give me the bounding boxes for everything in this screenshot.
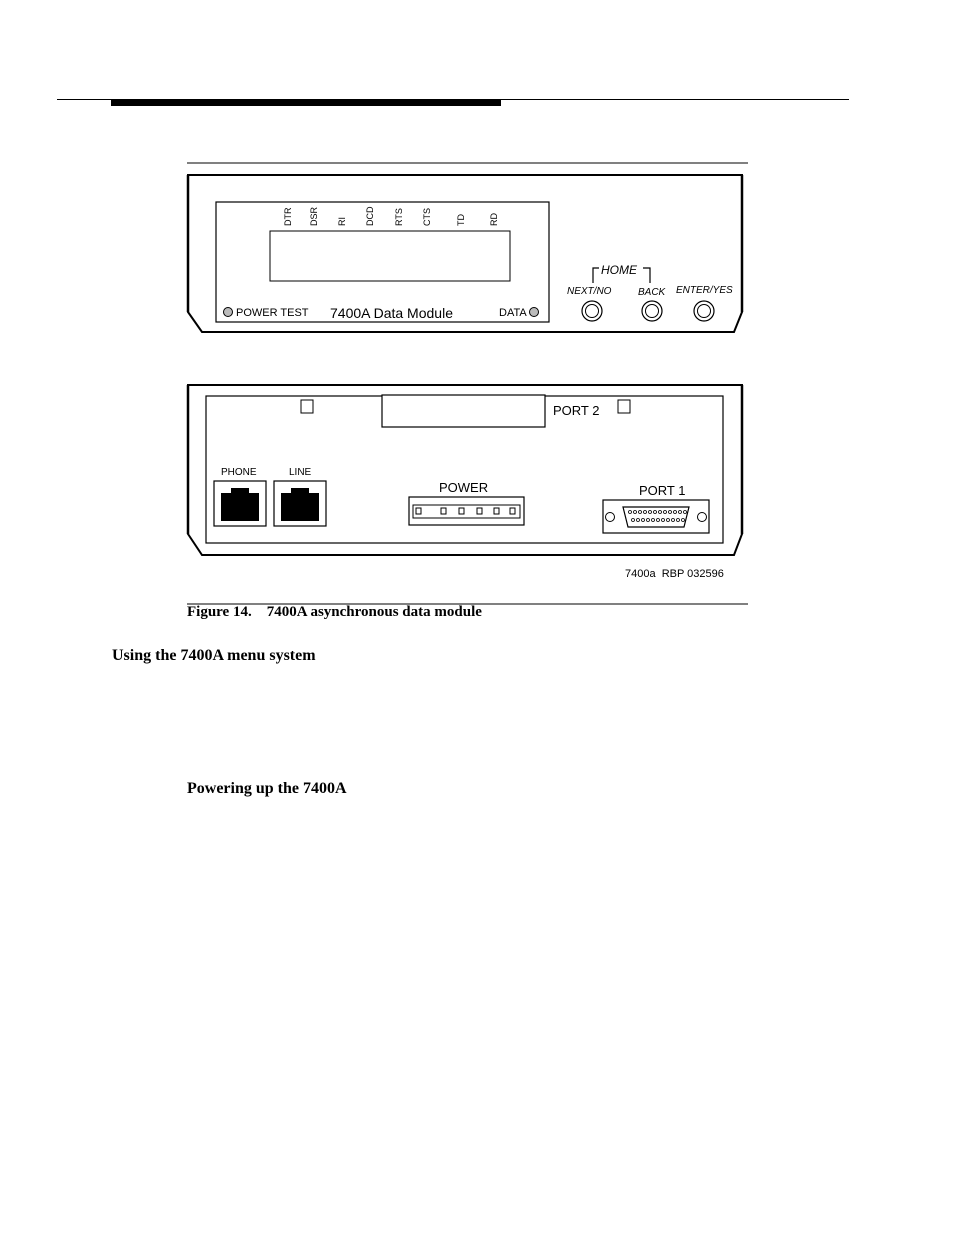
- power-label: POWER: [439, 480, 489, 495]
- phone-jack: [214, 481, 266, 526]
- power-test-led: [224, 308, 233, 317]
- indicator-label: DSR: [309, 206, 319, 226]
- indicator-label: DCD: [365, 206, 375, 226]
- port1-label: PORT 1: [639, 483, 686, 498]
- indicator-label: DTR: [283, 207, 293, 226]
- power-connector: [409, 497, 524, 525]
- port2-slot: [382, 395, 545, 427]
- section-heading: Using the 7400A menu system: [112, 647, 316, 664]
- home-label: HOME: [601, 263, 637, 277]
- figure-code: 7400a RBP 032596: [625, 568, 724, 580]
- indicator-label: RD: [489, 213, 499, 226]
- rear-indicator: [301, 400, 313, 413]
- indicator-label: CTS: [422, 208, 432, 226]
- rear-panel: [188, 385, 742, 555]
- button-label-back: BACK: [638, 287, 666, 298]
- line-label: LINE: [289, 467, 312, 478]
- indicator-label: RTS: [394, 208, 404, 226]
- indicator-label: TD: [456, 214, 466, 226]
- port1-connector: [603, 500, 709, 533]
- indicator-label: RI: [337, 217, 347, 226]
- rear-indicator: [618, 400, 630, 413]
- button-label-next: NEXT/NO: [567, 286, 612, 297]
- figure-caption: Figure 14. 7400A asynchronous data module: [187, 604, 482, 620]
- power-test-label: POWER TEST: [236, 307, 309, 319]
- data-led: [530, 308, 539, 317]
- port2-label: PORT 2: [553, 403, 600, 418]
- model-label: 7400A Data Module: [330, 305, 453, 321]
- enter-yes-button: [694, 301, 714, 321]
- subsection-heading: Powering up the 7400A: [187, 780, 347, 797]
- front-panel: [188, 175, 742, 332]
- lcd-window: [270, 231, 510, 281]
- data-label: DATA: [499, 307, 527, 319]
- button-label-enter: ENTER/YES: [676, 285, 733, 296]
- phone-label: PHONE: [221, 467, 257, 478]
- next-no-button: [582, 301, 602, 321]
- back-button: [642, 301, 662, 321]
- line-jack: [274, 481, 326, 526]
